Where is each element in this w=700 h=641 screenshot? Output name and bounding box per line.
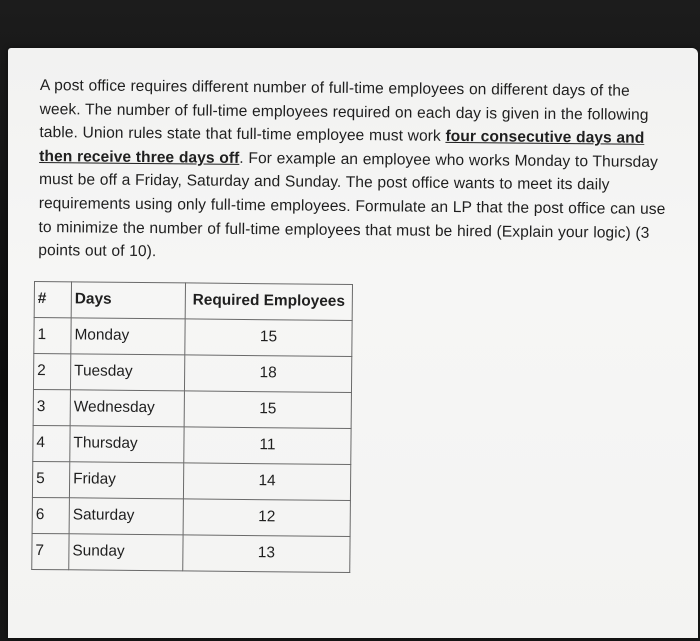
document-page <box>8 48 698 638</box>
page-content <box>35 74 672 576</box>
table-row <box>32 461 350 500</box>
table-row <box>32 533 350 572</box>
problem-text-part-2: . For example an employee who works Monday to Thursday must be off a Friday, Saturday and Sunday. The post office wants to meet its daily requirements using only full-time employees. Formulate an LP that the post office can use to minimize the number of full-time employees that must be hired (Explain your logic) (3 points out of 10). <box>38 149 666 261</box>
header-required-employees: Required Employees <box>185 283 352 321</box>
problem-statement <box>38 74 672 269</box>
row-required: 15 <box>185 319 352 357</box>
row-num: 7 <box>32 533 69 569</box>
row-required: 14 <box>183 463 350 501</box>
row-day: Sunday <box>69 534 183 571</box>
row-required: 15 <box>184 391 351 429</box>
row-num: 3 <box>33 389 70 425</box>
row-day: Saturday <box>69 498 183 535</box>
row-num: 4 <box>33 425 70 461</box>
table-header-row <box>34 281 352 320</box>
requirements-table <box>31 281 353 573</box>
row-num: 1 <box>34 317 71 353</box>
row-day: Monday <box>71 318 185 355</box>
row-day: Tuesday <box>70 354 184 391</box>
row-required: 11 <box>184 427 351 465</box>
table-row <box>34 317 352 356</box>
row-num: 2 <box>33 353 70 389</box>
row-day: Thursday <box>70 426 184 463</box>
row-required: 13 <box>183 535 350 573</box>
row-day: Wednesday <box>70 390 184 427</box>
row-day: Friday <box>69 462 183 499</box>
row-required: 12 <box>183 499 350 537</box>
table-row <box>33 425 351 464</box>
table-row <box>32 497 350 536</box>
table-row <box>33 389 351 428</box>
row-num: 5 <box>32 461 69 497</box>
row-required: 18 <box>184 355 351 393</box>
problem-text-part-1: A post office requires different number of full-time employees on different days of the week. The number of full-time employees required on each day is given in the following table. Union rules state that full-time employee must work <box>39 76 649 146</box>
problem-emphasis: four consecutive days and then receive three days off <box>39 128 645 167</box>
row-num: 6 <box>32 497 69 533</box>
table-row <box>33 353 351 392</box>
header-days: Days <box>71 282 185 319</box>
header-num: # <box>34 281 71 317</box>
